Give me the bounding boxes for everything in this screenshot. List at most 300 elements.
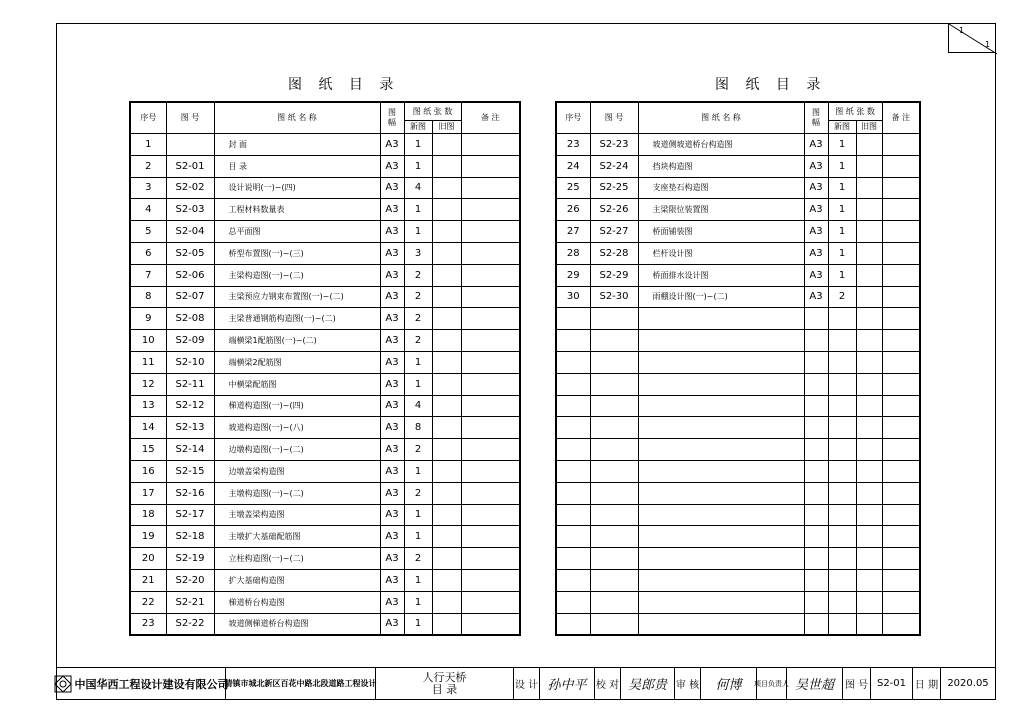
remark [461, 591, 520, 613]
empty-cell [856, 417, 882, 439]
empty-cell [590, 395, 638, 417]
empty-row [556, 569, 920, 591]
empty-cell [882, 308, 920, 330]
row-number: 18 [130, 504, 166, 526]
empty-cell [638, 351, 804, 373]
new-count: 1 [828, 155, 856, 177]
empty-cell [590, 308, 638, 330]
empty-row [556, 417, 920, 439]
check-label: 校 对 [595, 668, 621, 699]
empty-cell [804, 330, 828, 352]
drawing-name: 梯道构造图(一)~(四) [214, 395, 380, 417]
drawing-name: 边墩盖梁构造图 [214, 460, 380, 482]
drawing-code: S2-27 [590, 221, 638, 243]
empty-cell [856, 548, 882, 570]
empty-cell [590, 569, 638, 591]
drawing-name: 主墩盖梁构造图 [214, 504, 380, 526]
empty-cell [556, 308, 590, 330]
old-count [432, 264, 461, 286]
empty-cell [638, 569, 804, 591]
new-count: 1 [828, 177, 856, 199]
table-row [130, 591, 520, 613]
empty-cell [638, 417, 804, 439]
new-count: 2 [404, 548, 432, 570]
empty-cell [882, 504, 920, 526]
empty-cell [556, 591, 590, 613]
remark [461, 242, 520, 264]
old-count [432, 373, 461, 395]
table-row [130, 373, 520, 395]
remark [882, 134, 920, 156]
lead-signature: 吴世超 [787, 668, 843, 699]
empty-cell [556, 417, 590, 439]
row-number: 15 [130, 439, 166, 461]
old-count [432, 395, 461, 417]
empty-cell [828, 395, 856, 417]
drawing-name: 主梁预应力钢束布置图(一)~(二) [214, 286, 380, 308]
drawing-code: S2-06 [166, 264, 214, 286]
new-count: 2 [404, 286, 432, 308]
paper-size: A3 [380, 460, 404, 482]
drawing-name: 总平面图 [214, 221, 380, 243]
empty-cell [882, 417, 920, 439]
new-count: 1 [404, 155, 432, 177]
row-number: 23 [556, 134, 590, 156]
date-value: 2020.05 [947, 678, 989, 689]
new-count: 1 [404, 569, 432, 591]
empty-cell [882, 569, 920, 591]
empty-cell [638, 330, 804, 352]
lead-label: 项目负责人 [757, 668, 787, 699]
paper-size: A3 [380, 221, 404, 243]
drawing-code: S2-17 [166, 504, 214, 526]
new-count: 2 [404, 264, 432, 286]
remark [461, 504, 520, 526]
paper-size: A3 [804, 221, 828, 243]
new-count: 1 [404, 504, 432, 526]
empty-cell [638, 482, 804, 504]
drawing-name: 支座垫石构造图 [638, 177, 804, 199]
table-row [130, 177, 520, 199]
new-count: 1 [404, 373, 432, 395]
header-old: 旧图 [432, 121, 461, 134]
empty-cell [882, 482, 920, 504]
new-count: 1 [404, 351, 432, 373]
old-count [432, 439, 461, 461]
drawing-code: S2-30 [590, 286, 638, 308]
new-count: 4 [404, 395, 432, 417]
paper-size: A3 [380, 242, 404, 264]
new-count: 1 [828, 264, 856, 286]
row-number: 29 [556, 264, 590, 286]
row-number: 6 [130, 242, 166, 264]
remark [461, 526, 520, 548]
drawing-name: 坡道侧坡道桥台构造图 [638, 134, 804, 156]
project-name: 清镇市城北新区百花中路北段道路工程设计 [226, 668, 376, 699]
new-count: 1 [404, 134, 432, 156]
empty-cell [828, 504, 856, 526]
drawing-code: S2-19 [166, 548, 214, 570]
drawing-name: 边墩构造图(一)~(二) [214, 439, 380, 461]
empty-cell [856, 591, 882, 613]
empty-cell [804, 460, 828, 482]
new-count: 1 [828, 199, 856, 221]
old-count [432, 569, 461, 591]
old-count [856, 155, 882, 177]
paper-size: A3 [804, 264, 828, 286]
drawing-code: S2-21 [166, 591, 214, 613]
right-table-title: 图 纸 目 录 [715, 77, 827, 93]
title-block [56, 667, 996, 700]
table-row [130, 613, 520, 635]
left-directory-table [129, 101, 521, 636]
drawing-name: 桥面铺装图 [638, 221, 804, 243]
old-count [856, 264, 882, 286]
table-row [130, 395, 520, 417]
drawing-name: 主墩构造图(一)~(二) [214, 482, 380, 504]
empty-cell [556, 482, 590, 504]
drawing-code: S2-12 [166, 395, 214, 417]
table-row [556, 177, 920, 199]
drawing-name: 坡道构造图(一)~(八) [214, 417, 380, 439]
drawing-name: 主梁普通钢筋构造图(一)~(二) [214, 308, 380, 330]
empty-cell [828, 351, 856, 373]
company-name: 中国华西工程设计建设有限公司 [74, 677, 229, 691]
old-count [432, 417, 461, 439]
table-row [556, 155, 920, 177]
empty-cell [882, 591, 920, 613]
empty-cell [638, 439, 804, 461]
drawing-code: S2-01 [166, 155, 214, 177]
table-row [130, 569, 520, 591]
old-count [432, 613, 461, 635]
drawing-code: S2-13 [166, 417, 214, 439]
old-count [432, 482, 461, 504]
paper-size: A3 [380, 199, 404, 221]
drawing-title-line2: 目 录 [431, 682, 458, 696]
paper-size: A3 [380, 395, 404, 417]
empty-cell [638, 395, 804, 417]
remark [461, 221, 520, 243]
table-row [556, 264, 920, 286]
empty-cell [856, 330, 882, 352]
empty-row [556, 591, 920, 613]
table-row [556, 242, 920, 264]
empty-row [556, 439, 920, 461]
empty-row [556, 308, 920, 330]
paper-size: A3 [380, 613, 404, 635]
remark [461, 199, 520, 221]
table-row [130, 199, 520, 221]
drawing-code: S2-23 [590, 134, 638, 156]
row-number: 2 [130, 155, 166, 177]
empty-cell [882, 526, 920, 548]
table-row [130, 221, 520, 243]
header-code: 图 号 [166, 102, 214, 134]
table-row [130, 308, 520, 330]
new-count: 1 [404, 526, 432, 548]
row-number: 3 [130, 177, 166, 199]
empty-cell [804, 395, 828, 417]
drawing-name: 工程材料数量表 [214, 199, 380, 221]
paper-size: A3 [380, 548, 404, 570]
drawing-code: S2-05 [166, 242, 214, 264]
drawing-name: 雨棚设计图(一)~(二) [638, 286, 804, 308]
header-count: 图 纸 张 数 [828, 102, 882, 121]
old-count [432, 460, 461, 482]
old-count [856, 221, 882, 243]
empty-row [556, 460, 920, 482]
drawing-code: S2-07 [166, 286, 214, 308]
drawing-code: S2-09 [166, 330, 214, 352]
drawing-name: 主梁构造图(一)~(二) [214, 264, 380, 286]
remark [461, 482, 520, 504]
company-cell [57, 668, 229, 699]
design-signature: 孙中平 [540, 668, 595, 699]
row-number: 23 [130, 613, 166, 635]
empty-row [556, 504, 920, 526]
drawing-code: S2-24 [590, 155, 638, 177]
drawing-name: 栏杆设计图 [638, 242, 804, 264]
drawing-code: S2-25 [590, 177, 638, 199]
new-count: 2 [404, 439, 432, 461]
table-row [130, 264, 520, 286]
empty-cell [590, 460, 638, 482]
empty-cell [590, 526, 638, 548]
review-label: 审 核 [675, 668, 701, 699]
header-new: 新图 [828, 121, 856, 134]
remark [882, 155, 920, 177]
header-name: 图 纸 名 称 [638, 102, 804, 134]
remark [461, 177, 520, 199]
drawing-name: 主梁限位装置图 [638, 199, 804, 221]
empty-cell [556, 330, 590, 352]
paper-size: A3 [804, 177, 828, 199]
old-count [432, 134, 461, 156]
remark [882, 177, 920, 199]
row-number: 30 [556, 286, 590, 308]
remark [882, 221, 920, 243]
header-no: 序号 [556, 102, 590, 134]
drawing-name: 目 录 [214, 155, 380, 177]
drawing-name: 桥型布置图(一)~(三) [214, 242, 380, 264]
empty-cell [638, 613, 804, 635]
table-row [130, 460, 520, 482]
empty-cell [856, 504, 882, 526]
remark [461, 439, 520, 461]
old-count [432, 177, 461, 199]
empty-row [556, 395, 920, 417]
empty-cell [828, 373, 856, 395]
empty-cell [882, 395, 920, 417]
code-value: S2-01 [871, 668, 913, 699]
new-count: 1 [404, 613, 432, 635]
empty-cell [804, 351, 828, 373]
sheet-number-box [948, 23, 996, 53]
drawing-name: 坡道侧梯道桥台构造图 [214, 613, 380, 635]
empty-cell [828, 439, 856, 461]
company-logo-icon [54, 675, 72, 693]
empty-row [556, 548, 920, 570]
old-count [432, 351, 461, 373]
header-size: 图 幅 [380, 102, 404, 134]
paper-size: A3 [380, 330, 404, 352]
empty-cell [590, 351, 638, 373]
paper-size: A3 [804, 134, 828, 156]
remark [461, 460, 520, 482]
header-name: 图 纸 名 称 [214, 102, 380, 134]
empty-cell [590, 439, 638, 461]
empty-cell [882, 460, 920, 482]
empty-cell [804, 526, 828, 548]
remark [461, 417, 520, 439]
drawing-name: 设计说明(一)~(四) [214, 177, 380, 199]
remark [461, 373, 520, 395]
sheet-divider-line [949, 24, 997, 54]
new-count: 1 [828, 242, 856, 264]
row-number: 8 [130, 286, 166, 308]
table-row [130, 242, 520, 264]
new-count: 2 [828, 286, 856, 308]
table-row [130, 330, 520, 352]
header-size: 图 幅 [804, 102, 828, 134]
row-number: 10 [130, 330, 166, 352]
drawing-code: S2-29 [590, 264, 638, 286]
remark [882, 264, 920, 286]
drawing-name: 中横梁配筋图 [214, 373, 380, 395]
row-number: 22 [130, 591, 166, 613]
drawing-code [166, 134, 214, 156]
empty-row [556, 373, 920, 395]
empty-cell [828, 482, 856, 504]
drawing-code: S2-28 [590, 242, 638, 264]
row-number: 26 [556, 199, 590, 221]
table-row [130, 439, 520, 461]
empty-cell [590, 504, 638, 526]
empty-cell [804, 548, 828, 570]
paper-size: A3 [380, 591, 404, 613]
paper-size: A3 [380, 351, 404, 373]
empty-cell [590, 330, 638, 352]
empty-cell [556, 351, 590, 373]
empty-cell [828, 591, 856, 613]
sheet-current: 1 [959, 26, 965, 35]
old-count [432, 526, 461, 548]
drawing-code: S2-10 [166, 351, 214, 373]
empty-cell [882, 439, 920, 461]
empty-cell [556, 504, 590, 526]
empty-cell [638, 548, 804, 570]
row-number: 17 [130, 482, 166, 504]
drawing-name: 立柱构造图(一)~(二) [214, 548, 380, 570]
empty-cell [556, 548, 590, 570]
row-number: 28 [556, 242, 590, 264]
table-row [130, 155, 520, 177]
empty-row [556, 330, 920, 352]
remark [461, 264, 520, 286]
drawing-code: S2-02 [166, 177, 214, 199]
table-row [130, 548, 520, 570]
empty-cell [828, 526, 856, 548]
new-count: 2 [404, 482, 432, 504]
sheet-total: 1 [985, 40, 991, 49]
remark [461, 155, 520, 177]
old-count [856, 199, 882, 221]
row-number: 19 [130, 526, 166, 548]
empty-row [556, 613, 920, 635]
empty-cell [804, 373, 828, 395]
empty-cell [882, 351, 920, 373]
empty-cell [856, 395, 882, 417]
new-count: 1 [828, 221, 856, 243]
paper-size: A3 [380, 155, 404, 177]
row-number: 12 [130, 373, 166, 395]
row-number: 9 [130, 308, 166, 330]
empty-cell [856, 460, 882, 482]
drawing-code: S2-04 [166, 221, 214, 243]
drawing-code: S2-26 [590, 199, 638, 221]
empty-cell [856, 351, 882, 373]
empty-cell [590, 482, 638, 504]
paper-size: A3 [804, 286, 828, 308]
drawing-name: 主墩扩大基础配筋图 [214, 526, 380, 548]
old-count [432, 155, 461, 177]
old-count [856, 177, 882, 199]
empty-cell [828, 417, 856, 439]
empty-cell [804, 308, 828, 330]
remark [461, 548, 520, 570]
new-count: 1 [404, 591, 432, 613]
empty-cell [804, 482, 828, 504]
old-count [432, 221, 461, 243]
paper-size: A3 [380, 308, 404, 330]
new-count: 8 [404, 417, 432, 439]
header-old: 旧图 [856, 121, 882, 134]
empty-cell [638, 460, 804, 482]
remark [882, 199, 920, 221]
paper-size: A3 [380, 504, 404, 526]
empty-cell [638, 526, 804, 548]
remark [882, 286, 920, 308]
empty-cell [856, 613, 882, 635]
new-count: 4 [404, 177, 432, 199]
empty-cell [590, 373, 638, 395]
empty-cell [556, 613, 590, 635]
header-count: 图 纸 张 数 [404, 102, 461, 121]
empty-row [556, 526, 920, 548]
table-row [130, 134, 520, 156]
paper-size: A3 [380, 134, 404, 156]
new-count: 2 [404, 330, 432, 352]
empty-row [556, 482, 920, 504]
empty-cell [804, 417, 828, 439]
paper-size: A3 [380, 177, 404, 199]
drawing-code: S2-11 [166, 373, 214, 395]
empty-cell [556, 569, 590, 591]
empty-cell [856, 308, 882, 330]
empty-cell [556, 460, 590, 482]
remark [461, 351, 520, 373]
paper-size: A3 [380, 417, 404, 439]
empty-cell [638, 373, 804, 395]
empty-cell [828, 308, 856, 330]
old-count [432, 548, 461, 570]
empty-cell [828, 569, 856, 591]
row-number: 1 [130, 134, 166, 156]
row-number: 16 [130, 460, 166, 482]
empty-cell [828, 548, 856, 570]
drawing-code: S2-15 [166, 460, 214, 482]
